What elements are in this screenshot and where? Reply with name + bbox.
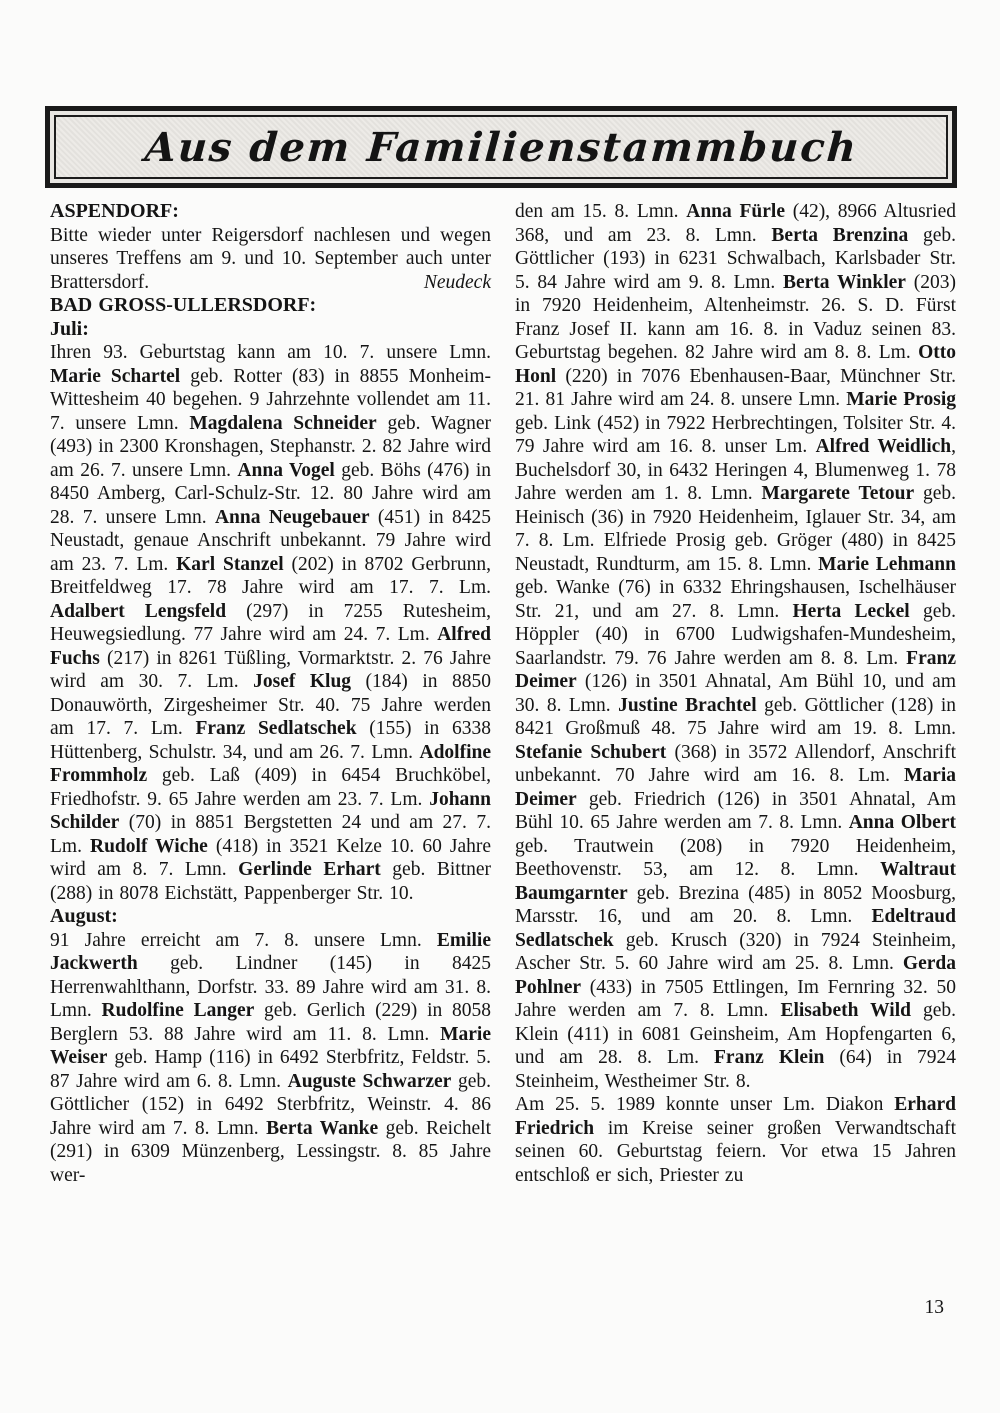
text-run: geb. Gerlich (229) in 8058 Berglern 53. 88 Jahre wird am 11. 8. Lmn. xyxy=(50,1000,492,1045)
text-run: (297) in 7255 Rutesheim, Heuwegsiedlung. 77 Jahre wird am 24. 7. Lm. xyxy=(50,600,491,645)
person-name: Franz Klein xyxy=(714,1047,825,1068)
text-run: geb. Böhs (476) in 8450 Amberg, Carl-Schulz-Str. 12. 80 Jahre wird am 28. 7. unsere Lmn. xyxy=(50,459,491,528)
person-name: Gerlinde Erhart xyxy=(238,859,381,880)
person-name: Erhard Friedrich xyxy=(515,1094,956,1139)
title-banner-frame xyxy=(54,115,948,179)
section-heading-aspendorf: ASPENDORF: xyxy=(50,200,179,222)
text-run: (70) in 8851 Bergstetten 24 und am 27. 7. Lm. xyxy=(50,812,491,857)
person-name: Anna Neugebauer xyxy=(214,506,370,528)
article-columns xyxy=(50,200,956,1187)
paragraph-aspendorf xyxy=(50,224,491,295)
text-run: im Kreise seiner großen Verwandtschaft seinen 60. Geburtstag feiern. Vor etwa 15 Jahren entschloß er sich, Priester zu xyxy=(515,1117,956,1186)
text-run: (42), 8966 Altusried 368, und am 23. 8. Lmn. xyxy=(515,201,956,246)
text-run: geb. Laß (409) in 6454 Bruchköbel, Friedhofstr. 9. 65 Jahre werden am 23. 7. Lm. xyxy=(50,765,491,810)
text-run: geb. Wanke (76) in 6332 Ehringshausen, Ischelhäuser Str. 21, und am 27. 8. Lmn. xyxy=(515,577,956,622)
text-run: (217) in 8261 Tüßling, Vormarktstr. 2. 76 Jahre wird am 30. 7. Lm. xyxy=(50,647,491,692)
person-name: Emilie Jackwerth xyxy=(50,929,491,974)
text-run: geb. Wagner (493) in 2300 Kronshagen, Stephanstr. 2. 82 Jahre wird am 26. 7. unsere Lmn. xyxy=(50,412,491,481)
text-run: geb. Bittner (288) in 8078 Eichstätt, Pappenberger Str. 10. xyxy=(50,859,492,904)
text-run: geb. Lindner (145) in 8425 Herrenwahlthann, Dorfstr. 33. 89 Jahre wird am 31. 8. Lmn. xyxy=(50,953,491,1021)
text-run: (368) in 3572 Allendorf, Anschrift unbekannt. 70 Jahre wird am 16. 8. Lm. xyxy=(515,741,956,786)
page-number: 13 xyxy=(924,1297,944,1318)
text-run: den am 15. 8. Lmn. xyxy=(515,201,687,222)
text-run: 91 Jahre erreicht am 7. 8. unsere Lmn. xyxy=(50,929,437,951)
text-run: , Buchelsdorf 30, in 6432 Heringen 4, Blumenweg 1. 78 Jahre werden am 1. 8. Lmn. xyxy=(515,436,956,504)
text-run: geb. Heinisch (36) in 7920 Heidenheim, Iglauer Str. 34, am 7. 8. Lm. Elfriede Prosig geb. Gröger (480) in 8425 Neustadt, Rundturm, am 15. 8. Lmn. xyxy=(515,483,957,575)
paragraph-august-birthdays-continued xyxy=(515,200,956,1093)
title-banner xyxy=(45,106,957,188)
person-name: Gerda Pohlner xyxy=(515,953,956,998)
person-name: Edeltraud Sedlatschek xyxy=(515,906,956,951)
person-name: Berta Winkler xyxy=(783,271,906,293)
person-name: Elisabeth Wild xyxy=(780,1000,911,1021)
page-title: Aus dem Familienstammbuch xyxy=(142,123,860,171)
person-name: Marie Lehmann xyxy=(818,553,956,575)
person-name: Rudolf Wiche xyxy=(90,835,208,857)
subheading-juli: Juli: xyxy=(50,317,89,340)
person-name: Berta Brenzina xyxy=(771,224,909,246)
text-run: geb. Trautwein (208) in 7920 Heidenheim, Beethovenstr. 53, am 12. 8. Lmn. xyxy=(515,835,956,880)
text-run: geb. Link (452) in 7922 Herbrechtingen, Tolsiter Str. 4. 79 Jahre wird am 16. 8. unser Lm. xyxy=(515,412,956,457)
text-run: (126) in 3501 Ahnatal, Am Bühl 10, und am 30. 8. Lmn. xyxy=(515,671,956,716)
person-name: Magdalena Schneider xyxy=(189,412,377,434)
text-run: geb. Göttlicher (128) in 8421 Großmuß 48. 75 Jahre wird am 19. 8. Lmn. xyxy=(515,694,956,739)
person-name: Maria Deimer xyxy=(515,765,956,810)
person-name: Adalbert Lengsfeld xyxy=(50,600,227,622)
text-run: geb. Rotter (83) in 8855 Monheim-Wittesheim 40 begehen. 9 Jahrzehnte vollendet am 11. 7. unsere Lmn. xyxy=(50,365,491,434)
person-name: Marie Prosig xyxy=(846,389,956,410)
person-name: Anna Vogel xyxy=(237,459,335,481)
subheading-august: August: xyxy=(50,905,118,927)
right-column xyxy=(515,200,956,1187)
text-run: geb. Hamp (116) in 6492 Sterbfritz, Feldstr. 5. 87 Jahre wird am 6. 8. Lmn. xyxy=(50,1047,491,1092)
text-run: (203) in 7920 Heidenheim, Altenheimstr. 26. S. D. Fürst Franz Josef II. kann am 16. 8. in Vaduz seinen 83. Geburtstag begehen. 82 Jahre wird am 8. 8. Lm. xyxy=(515,271,956,363)
person-name: Justine Brachtel xyxy=(618,694,757,716)
person-name: Margarete Tetour xyxy=(761,483,915,504)
person-name: Karl Stanzel xyxy=(176,553,284,575)
person-name: Anna Olbert xyxy=(848,812,956,833)
text-run: geb. Friedrich (126) in 3501 Ahnatal, Am Bühl 10. 65 Jahre werden am 7. 8. Lmn. xyxy=(515,788,956,833)
text-run: (202) in 8702 Gerbrunn, Breitfeldweg 17. 78 Jahre wird am 17. 7. Lm. xyxy=(50,553,491,598)
text-run: Bitte wieder unter Reigersdorf nachlesen und wegen unseres Treffens am 9. und 10. September auch unter Brattersdorf. xyxy=(50,224,491,293)
person-name: Alfred Fuchs xyxy=(50,624,491,669)
text-run: geb. Göttlicher (152) in 6492 Sterbfritz, Weinstr. 4. 86 Jahre wird am 7. 8. Lmn. xyxy=(50,1070,491,1139)
paragraph-erhard-friedrich xyxy=(515,1093,956,1187)
text-run: (64) in 7924 Steinheim, Westheimer Str. 8. xyxy=(515,1047,956,1092)
section-heading-bad-gross-ullersdorf: BAD GROSS-ULLERSDORF: xyxy=(50,294,317,316)
text-run: geb. Göttlicher (193) in 6231 Schwalbach, Karlsbader Str. 5. 84 Jahre wird am 9. 8. Lmn. xyxy=(515,224,957,293)
text-run: geb. Höppler (40) in 6700 Ludwigshafen-Mundesheim, Saarlandstr. 79. 76 Jahre werden am 8. 8. Lm. xyxy=(515,600,956,669)
text-run: geb. Klein (411) in 6081 Geinsheim, Am Hopfengarten 6, und am 28. 8. Lm. xyxy=(515,1000,957,1068)
person-name: Josef Klug xyxy=(253,671,352,692)
person-name: Adolfine Frommholz xyxy=(50,741,491,786)
person-name: Alfred Weidlich xyxy=(815,436,952,457)
person-name: Auguste Schwarzer xyxy=(287,1070,452,1092)
left-column xyxy=(50,200,491,1187)
text-run: geb. Reichelt (291) in 6309 Münzenberg, Lessingstr. 8. 85 Jahre wer- xyxy=(50,1117,491,1186)
text-run: (184) in 8850 Donauwörth, Zirgesheimer Str. 40. 75 Jahre werden am 17. 7. Lm. xyxy=(50,671,491,739)
person-name: Rudolfine Langer xyxy=(101,1000,255,1021)
signature-neudeck: Neudeck xyxy=(423,271,491,293)
person-name: Otto Honl xyxy=(515,342,956,387)
person-name: Marie Schartel xyxy=(50,365,181,387)
person-name: Marie Weiser xyxy=(50,1023,491,1068)
text-run: (451) in 8425 Neustadt, genaue Anschrift unbekannt. 79 Jahre wird am 23. 7. Lm. xyxy=(50,506,492,575)
person-name: Franz Sedlatschek xyxy=(195,718,357,739)
text-run: geb. Krusch (320) in 7924 Steinheim, Ascher Str. 5. 60 Jahre wird am 25. 8. Lmn. xyxy=(515,929,956,974)
paragraph-juli-birthdays xyxy=(50,341,491,905)
person-name: Herta Leckel xyxy=(792,600,910,622)
text-run: Ihren 93. Geburtstag kann am 10. 7. unsere Lmn. xyxy=(50,342,491,363)
person-name: Anna Fürle xyxy=(686,201,785,222)
person-name: Berta Wanke xyxy=(266,1117,379,1139)
person-name: Waltraut Baumgarnter xyxy=(515,859,956,904)
person-name: Johann Schilder xyxy=(50,788,491,833)
paragraph-august-birthdays-left xyxy=(50,929,491,1188)
person-name: Stefanie Schubert xyxy=(515,741,667,763)
text-run: Am 25. 5. 1989 konnte unser Lm. Diakon xyxy=(515,1094,895,1115)
text-run: (155) in 6338 Hüttenberg, Schulstr. 34, und am 26. 7. Lmn. xyxy=(50,718,491,763)
text-run: (433) in 7505 Ettlingen, Im Fernring 32. 50 Jahre werden am 7. 8. Lmn. xyxy=(515,976,956,1021)
text-run: (418) in 3521 Kelze 10. 60 Jahre wird am 8. 7. Lmn. xyxy=(50,835,491,880)
text-run: geb. Brezina (485) in 8052 Moosburg, Marsstr. 16, und am 20. 8. Lmn. xyxy=(515,882,956,927)
person-name: Franz Deimer xyxy=(515,647,956,692)
text-run: (220) in 7076 Ebenhausen-Baar, Münchner Str. 21. 81 Jahre wird am 24. 8. unsere Lmn. xyxy=(515,365,956,410)
